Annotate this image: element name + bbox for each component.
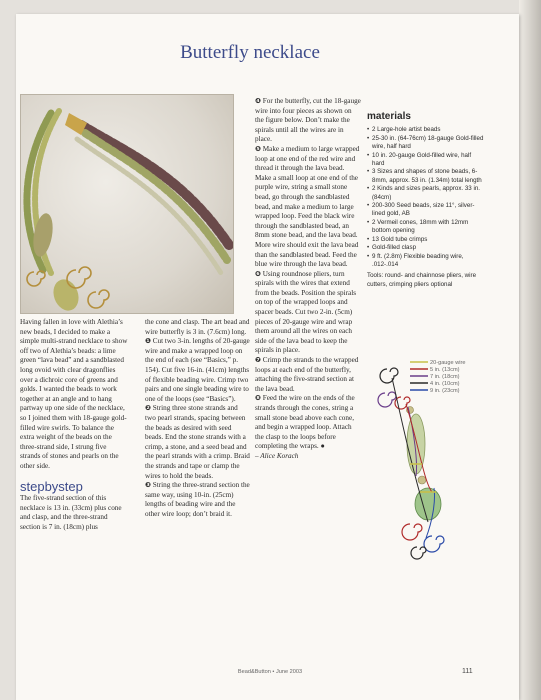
material-item: • Gold-filled clasp — [367, 244, 485, 252]
material-item: • 200-300 Seed beads, size 11°, silver-lined gold, AB — [367, 202, 485, 219]
step-1 — [145, 337, 250, 404]
page-edge-shadow — [519, 0, 541, 700]
material-item: • 2 Vermeil cones, 18mm with 12mm bottom opening — [367, 219, 485, 236]
material-item: • 13 Gold tube crimps — [367, 236, 485, 244]
article-title: Butterfly necklace — [180, 42, 320, 63]
step-intro-paragraph: The five-strand section of this necklace is 13 in. (33cm) plus cone and clasp, and the three-strand section is 7 in. (18cm) plus — [20, 494, 122, 531]
step-number: ❼ — [255, 356, 261, 365]
spiral-blue — [424, 536, 444, 552]
material-item: • 10 in. 20-gauge Gold-filled wire, half hard — [367, 152, 485, 169]
legend-label: 4 in. (10cm) — [430, 381, 460, 387]
step-4 — [255, 97, 361, 145]
step-number: ❶ — [145, 337, 151, 346]
step-number: ❷ — [145, 404, 151, 413]
step-text: String the three-strand section the same way, using 10-in. (25cm) lengths of beading wire and the other wire loop; don’t braid it. — [145, 481, 250, 518]
material-item: • 2 Large-hole artist beads — [367, 126, 485, 134]
author-signature: – Alice Korach — [255, 451, 299, 460]
legend-label: 20-gauge wire — [430, 360, 466, 366]
step-3 — [145, 481, 250, 519]
step-6 — [255, 270, 361, 356]
butterfly-diagram — [370, 352, 490, 562]
materials-box — [367, 113, 485, 295]
step-text: For the butterfly, cut the 18-gauge wire into four pieces as shown on the figure below. Don’t make the spirals until all the wires are in place. — [255, 97, 361, 144]
spiral-purple — [378, 392, 396, 407]
steps-column-2 — [255, 97, 361, 462]
step-number: ❹ — [255, 97, 261, 105]
step-number: ❽ — [255, 394, 261, 403]
tools-line: Tools: round- and chainnose pliers, wire cutters, crimping pliers optional — [367, 272, 477, 288]
spiral-red-bottom — [402, 524, 422, 540]
step-text: Cut two 3-in. lengths of 20-gauge wire and make a wrapped loop on the end of each (see “Basics,” p. 154). Cut five 16-in. (41cm) lengths of flexible beading wire. Crimp two pairs and one single beading wire to one of the loops (see “Basics”). — [145, 337, 250, 403]
materials-heading: materials — [367, 111, 411, 122]
legend-label: 5 in. (13cm) — [430, 367, 460, 373]
step-number: ❸ — [145, 481, 151, 490]
necklace-photo — [20, 94, 234, 314]
materials-list — [367, 126, 485, 269]
step-text: Using roundnose pliers, turn spirals with the wires that extend from the beads. Position the spirals on top of the wrapped loops and spacer beads. Cut two 2-in. (5cm) pieces of 20-gauge wire and wrap them around all the wires on each side of the lava bead to keep the spirals in place. — [255, 269, 357, 355]
step-2 — [145, 404, 250, 481]
page-footer: Bead&Button • June 2003 — [237, 669, 303, 675]
stepbystep-heading: stepbystep — [20, 478, 83, 494]
step-text: String three stone strands and two pearl strands, spacing between the beads as desired with seed beads. End the stone strands with a crimp, a stone, and a seed bead and the pearl strands with a crimp. Braid the strands and tape or clamp the wires to hold the beads. — [145, 404, 250, 480]
step-8 — [255, 394, 361, 452]
page-number: 111 — [462, 668, 473, 675]
step-text: Crimp the strands to the wrapped loops at each end of the butterfly, attaching the five-strand section at the lava bead. — [255, 356, 359, 393]
intro-paragraph: Having fallen in love with Alethia’s new beads, I decided to make a simple multi-strand necklace to show off two of Alethia’s beads: a lime green “lava bead” and a sandblasted long ovoid with clear dragonflies over a dichroic core of greens and golds. I wanted the beads to work together at an angle and to hang partway up one side of the necklace, so I joined them with 18-gauge gold-filled wire swirls. To balance the extra weight of the beads on the three-strand side, I strung five strands of stones and pearls on the other side. — [20, 318, 128, 470]
steps-column-1 — [145, 318, 250, 519]
step-7 — [255, 356, 361, 394]
legend-label: 7 in. (18cm) — [430, 374, 460, 380]
intro-column — [20, 318, 128, 532]
material-item: • 3 Sizes and shapes of stone beads, 6-8mm, approx. 53 in. (1.34m) total length — [367, 168, 485, 185]
legend-label: 9 in. (23cm) — [430, 388, 460, 394]
step-5 — [255, 145, 361, 270]
material-item: • 9 ft. (2.8m) Flexible beading wire, .012-.014 — [367, 253, 485, 270]
spiral-black-bottom — [411, 547, 426, 559]
step-text: Feed the wire on the ends of the strands through the cones, string a small stone bead above each cone, and begin a wrapped loop. Attach the clasp to the loops before completing the wraps. ● — [255, 394, 355, 451]
spiral-black — [380, 368, 398, 383]
lead-paragraph: the cone and clasp. The art bead and wire butterfly is 3 in. (7.6cm) long. — [145, 318, 250, 336]
material-item: • 25-30 in. (64-76cm) 18-gauge Gold-filled wire, half hard — [367, 135, 485, 152]
stone-bead-8mm — [418, 476, 426, 484]
step-number: ❻ — [255, 269, 261, 278]
step-number: ❺ — [255, 144, 261, 153]
material-item: • 2 Kinds and sizes pearls, approx. 33 in. (84cm) — [367, 185, 485, 202]
step-text: Make a medium to large wrapped loop at one end of the red wire and thread it through the lava bead. Make a small loop at one end of the purple wire, string a small stone bead, go through the sandblasted bead, and make a medium to large wrapped loop. Feed the black wire through the sandblasted bead, an 8mm stone bead, and the lava bead. More wire should exit the lava bead than the sandblasted bead. Feed the blue wire through the lava bead. — [255, 144, 360, 269]
